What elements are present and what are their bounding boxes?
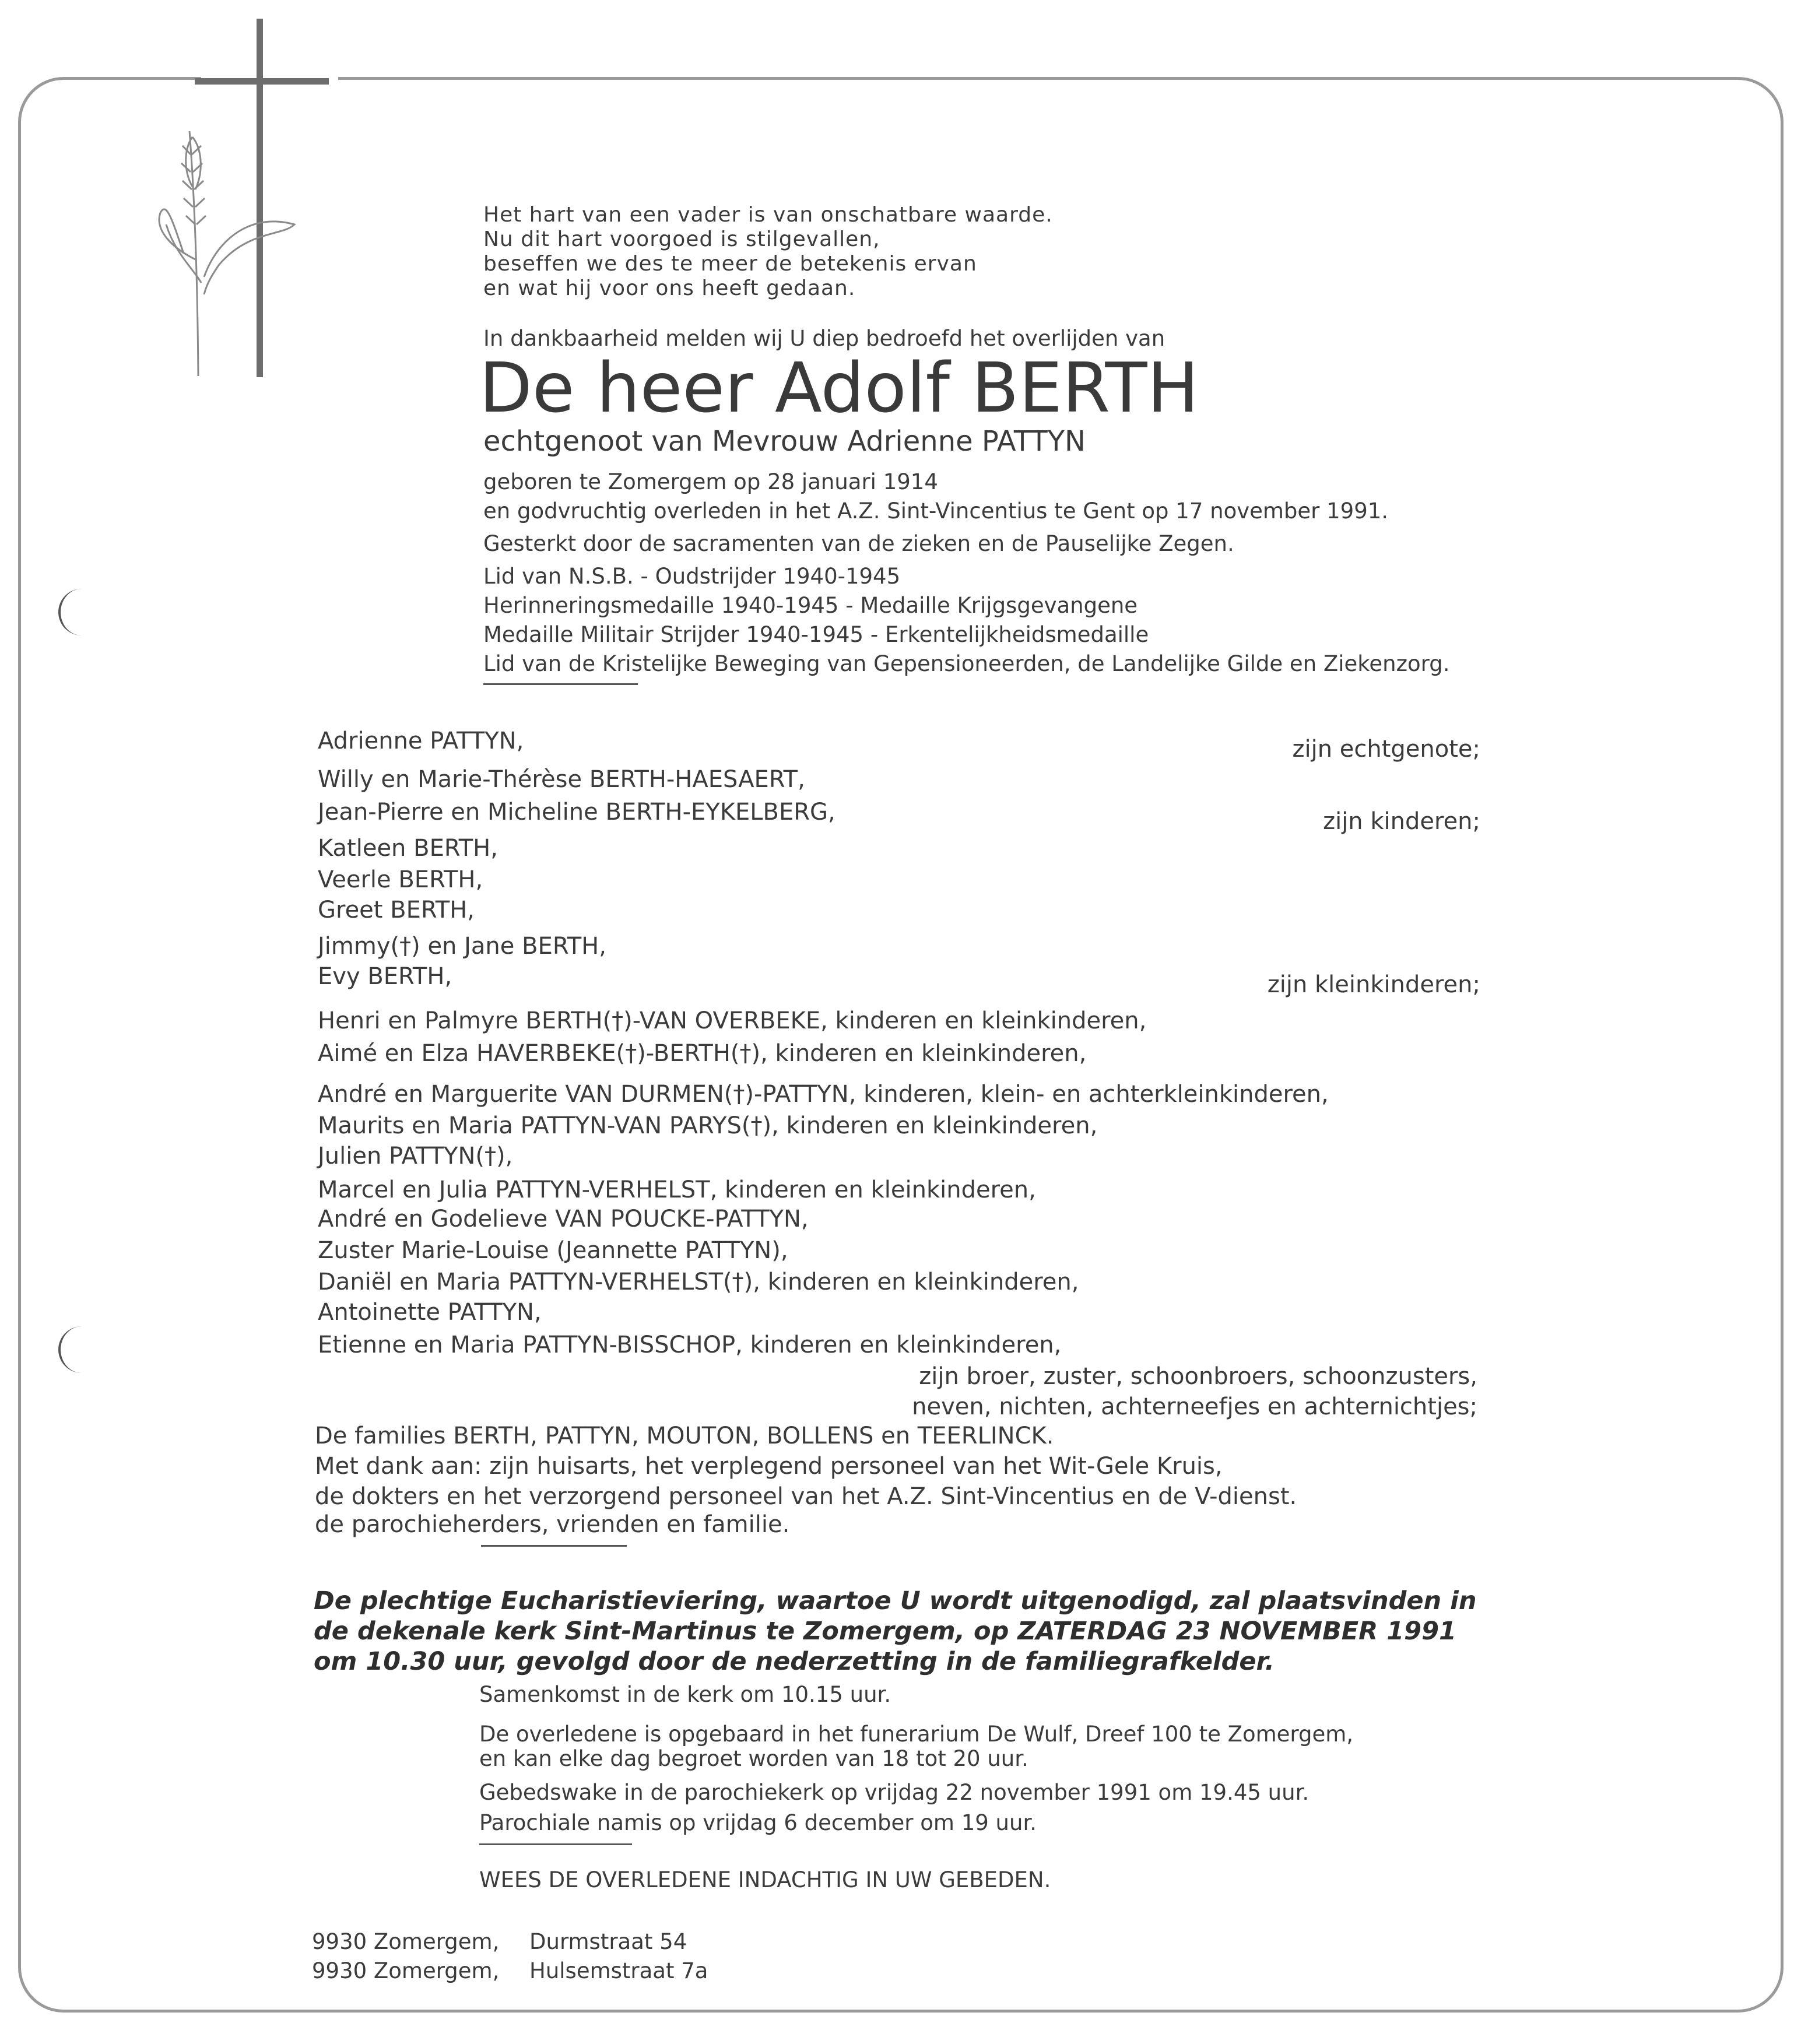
ceremony-line: om 10.30 uur, gevolgd door de nederzetting in de familiegrafkelder. bbox=[314, 1647, 1275, 1676]
families-line: De families BERTH, PATTYN, MOUTON, BOLLENS en TEERLINCK. bbox=[315, 1423, 1054, 1449]
relation-label: zijn broer, zuster, schoonbroers, schoonzusters, bbox=[919, 1363, 1477, 1390]
family-line: André en Godelieve VAN POUCKE-PATTYN, bbox=[318, 1206, 809, 1232]
family-line: Henri en Palmyre BERTH(†)-VAN OVERBEKE, kinderen en kleinkinderen, bbox=[318, 1007, 1147, 1034]
info-line: Samenkomst in de kerk om 10.15 uur. bbox=[479, 1682, 891, 1707]
address-city: 9930 Zomergem, bbox=[312, 1958, 500, 1983]
detail-line: geboren te Zomergem op 28 januari 1914 bbox=[483, 469, 938, 494]
detail-line: Lid van N.S.B. - Oudstrijder 1940-1945 bbox=[483, 564, 901, 589]
relation-label: zijn kleinkinderen; bbox=[1267, 971, 1480, 998]
divider bbox=[483, 683, 638, 685]
family-line: André en Marguerite VAN DURMEN(†)-PATTYN, kinderen, klein- en achterkleinkinderen, bbox=[318, 1081, 1329, 1108]
detail-line: Lid van de Kristelijke Beweging van Gepensioneerden, de Landelijke Gilde en Ziekenzorg. bbox=[483, 651, 1450, 676]
family-line: Antoinette PATTYN, bbox=[318, 1299, 542, 1326]
ceremony-line: de dekenale kerk Sint-Martinus te Zomergem, op ZATERDAG 23 NOVEMBER 1991 bbox=[314, 1617, 1456, 1646]
detail-line: Herinneringsmedaille 1940-1945 - Medaille Krijgsgevangene bbox=[483, 593, 1138, 618]
detail-line: Medaille Militair Strijder 1940-1945 - Erkentelijkheidsmedaille bbox=[483, 622, 1149, 647]
poem-line: beseffen we des te meer de betekenis ervan bbox=[483, 252, 977, 276]
relation-label: zijn echtgenote; bbox=[1292, 736, 1480, 763]
address-city: 9930 Zomergem, bbox=[312, 1929, 500, 1954]
intro-text: In dankbaarheid melden wij U diep bedroefd het overlijden van bbox=[483, 326, 1165, 351]
detail-line: Gesterkt door de sacramenten van de zieken en de Pauselijke Zegen. bbox=[483, 531, 1234, 556]
family-line: Willy en Marie-Thérèse BERTH-HAESAERT, bbox=[318, 766, 805, 793]
info-line: Parochiale namis op vrijdag 6 december om 19 uur. bbox=[479, 1810, 1037, 1835]
closing-line: WEES DE OVERLEDENE INDACHTIG IN UW GEBEDEN. bbox=[479, 1867, 1051, 1892]
ceremony-line: De plechtige Eucharistieviering, waartoe U wordt uitgenodigd, zal plaatsvinden in bbox=[314, 1586, 1477, 1615]
family-line: Zuster Marie-Louise (Jeannette PATTYN), bbox=[318, 1237, 788, 1264]
wheat-icon bbox=[149, 120, 300, 376]
info-line: en kan elke dag begroet worden van 18 tot 20 uur. bbox=[479, 1746, 1028, 1771]
family-line: Aimé en Elza HAVERBEKE(†)-BERTH(†), kinderen en kleinkinderen, bbox=[318, 1040, 1087, 1067]
address-street: Hulsemstraat 7a bbox=[529, 1958, 708, 1983]
family-line: Adrienne PATTYN, bbox=[318, 728, 524, 754]
thanks-line: de dokters en het verzorgend personeel van het A.Z. Sint-Vincentius en de V-dienst. bbox=[315, 1483, 1297, 1510]
thanks-line: Met dank aan: zijn huisarts, het verplegend personeel van het Wit-Gele Kruis, bbox=[315, 1453, 1223, 1480]
family-line: Evy BERTH, bbox=[318, 963, 452, 990]
divider bbox=[481, 1545, 627, 1547]
family-line: Etienne en Maria PATTYN-BISSCHOP, kinderen en kleinkinderen, bbox=[318, 1332, 1062, 1358]
address-street: Durmstraat 54 bbox=[529, 1929, 687, 1954]
family-line: Julien PATTYN(†), bbox=[318, 1143, 513, 1169]
info-line: Gebedswake in de parochiekerk op vrijdag 22 november 1991 om 19.45 uur. bbox=[479, 1780, 1310, 1805]
info-line: De overledene is opgebaard in het funerarium De Wulf, Dreef 100 te Zomergem, bbox=[479, 1722, 1354, 1747]
relation-label: zijn kinderen; bbox=[1323, 808, 1480, 835]
family-line: Maurits en Maria PATTYN-VAN PARYS(†), kinderen en kleinkinderen, bbox=[318, 1112, 1098, 1139]
family-line: Jean-Pierre en Micheline BERTH-EYKELBERG, bbox=[318, 799, 835, 826]
deceased-name: De heer Adolf BERTH bbox=[479, 347, 1199, 428]
poem-line: Nu dit hart voorgoed is stilgevallen, bbox=[483, 227, 880, 251]
spouse-line: echtgenoot van Mevrouw Adrienne PATTYN bbox=[483, 425, 1086, 458]
family-line: Veerle BERTH, bbox=[318, 866, 483, 893]
family-line: Katleen BERTH, bbox=[318, 835, 498, 862]
detail-line: en godvruchtig overleden in het A.Z. Sint-Vincentius te Gent op 17 november 1991. bbox=[483, 498, 1389, 524]
cross-icon-bar bbox=[195, 78, 329, 85]
family-line: Greet BERTH, bbox=[318, 897, 475, 923]
poem-line: en wat hij voor ons heeft gedaan. bbox=[483, 276, 856, 300]
divider bbox=[479, 1843, 632, 1845]
thanks-line: de parochieherders, vrienden en familie. bbox=[315, 1511, 790, 1538]
poem-line: Het hart van een vader is van onschatbare waarde. bbox=[483, 203, 1053, 227]
family-line: Daniël en Maria PATTYN-VERHELST(†), kinderen en kleinkinderen, bbox=[318, 1269, 1079, 1295]
family-line: Jimmy(†) en Jane BERTH, bbox=[318, 933, 606, 960]
relation-label: neven, nichten, achterneefjes en achternichtjes; bbox=[912, 1393, 1477, 1420]
family-line: Marcel en Julia PATTYN-VERHELST, kinderen en kleinkinderen, bbox=[318, 1176, 1036, 1203]
